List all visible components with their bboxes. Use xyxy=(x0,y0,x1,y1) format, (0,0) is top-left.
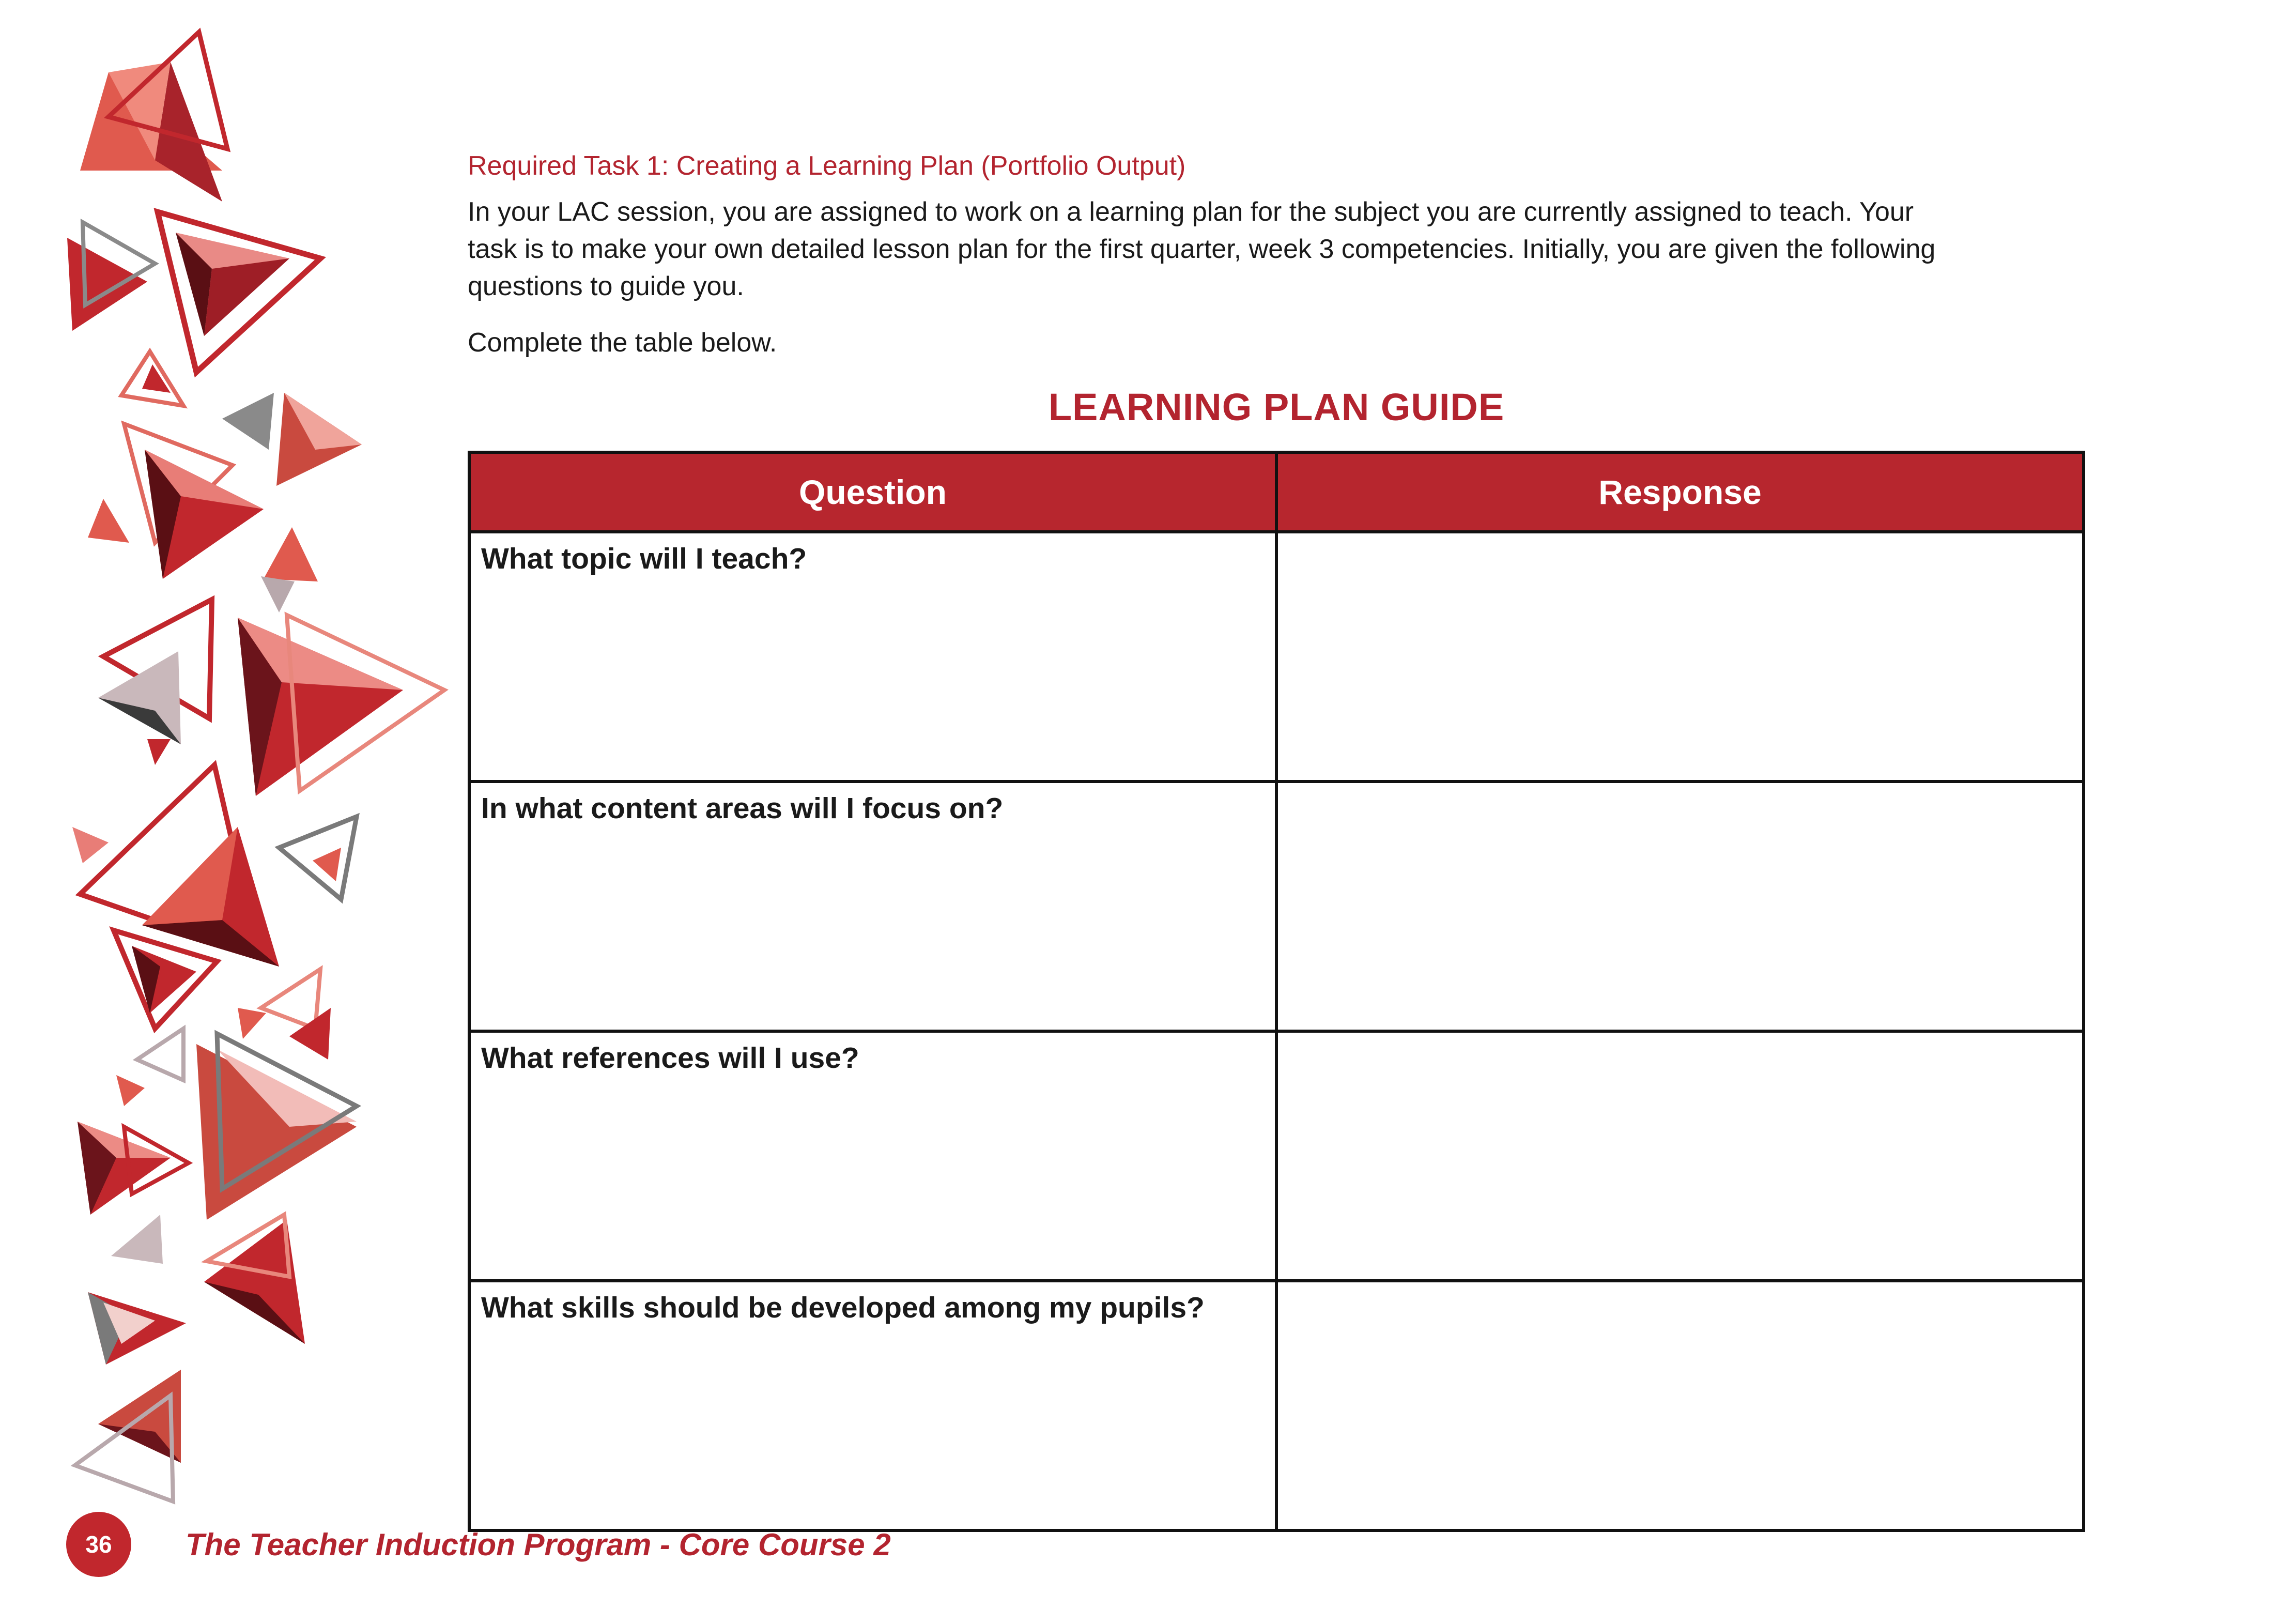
intro-line: task is to make your own detailed lesson plan for the first quarter, week 3 competencies. Initially, you are given the following xyxy=(468,234,1936,265)
table-row xyxy=(469,782,2084,1031)
intro-line: questions to guide you. xyxy=(468,271,744,302)
triangle-shape xyxy=(261,576,295,612)
response-cell[interactable] xyxy=(1276,1031,2084,1281)
page-footer xyxy=(66,1512,891,1577)
response-cell[interactable] xyxy=(1276,532,2084,782)
column-header-response: Response xyxy=(1276,452,2084,532)
triangle-shape xyxy=(204,1220,305,1344)
triangle-shape xyxy=(238,1008,266,1039)
question-cell: What topic will I teach? xyxy=(469,532,1276,782)
intro-line: In your LAC session, you are assigned to work on a learning plan for the subject you are currently assigned to teach. Your xyxy=(468,197,1914,227)
response-cell[interactable] xyxy=(1276,782,2084,1031)
triangle-shape xyxy=(88,499,129,543)
learning-plan-table xyxy=(468,451,2085,1532)
task-intro xyxy=(468,193,2085,305)
table-row xyxy=(469,532,2084,782)
response-cell[interactable] xyxy=(1276,1281,2084,1530)
triangle-shape xyxy=(289,1008,331,1060)
triangle-shape xyxy=(261,969,320,1029)
triangle-shape xyxy=(222,393,274,450)
triangle-shape xyxy=(72,827,109,863)
page-number-badge: 36 xyxy=(66,1512,131,1577)
question-cell: In what content areas will I focus on? xyxy=(469,782,1276,1031)
triangle-shape xyxy=(142,827,238,925)
triangle-shape xyxy=(137,1029,183,1080)
table-header-row xyxy=(469,452,2084,532)
task-heading: Required Task 1: Creating a Learning Plan (Portfolio Output) xyxy=(468,151,1186,181)
triangle-shape xyxy=(147,739,171,765)
question-cell: What references will I use? xyxy=(469,1031,1276,1281)
guide-title: LEARNING PLAN GUIDE xyxy=(1048,385,1505,428)
column-header-question: Question xyxy=(469,452,1276,532)
triangle-shape xyxy=(111,1215,163,1264)
table-row xyxy=(469,1031,2084,1281)
task-instruction: Complete the table below. xyxy=(468,328,777,358)
question-cell: What skills should be developed among my pupils? xyxy=(469,1281,1276,1530)
decorative-triangles xyxy=(0,0,465,1551)
table-row xyxy=(469,1281,2084,1530)
main-content xyxy=(468,150,2085,1532)
footer-title: The Teacher Induction Program - Core Course 2 xyxy=(186,1527,891,1562)
triangle-shape xyxy=(116,1075,145,1106)
triangle-shape xyxy=(279,817,357,899)
triangle-shape xyxy=(264,527,318,581)
